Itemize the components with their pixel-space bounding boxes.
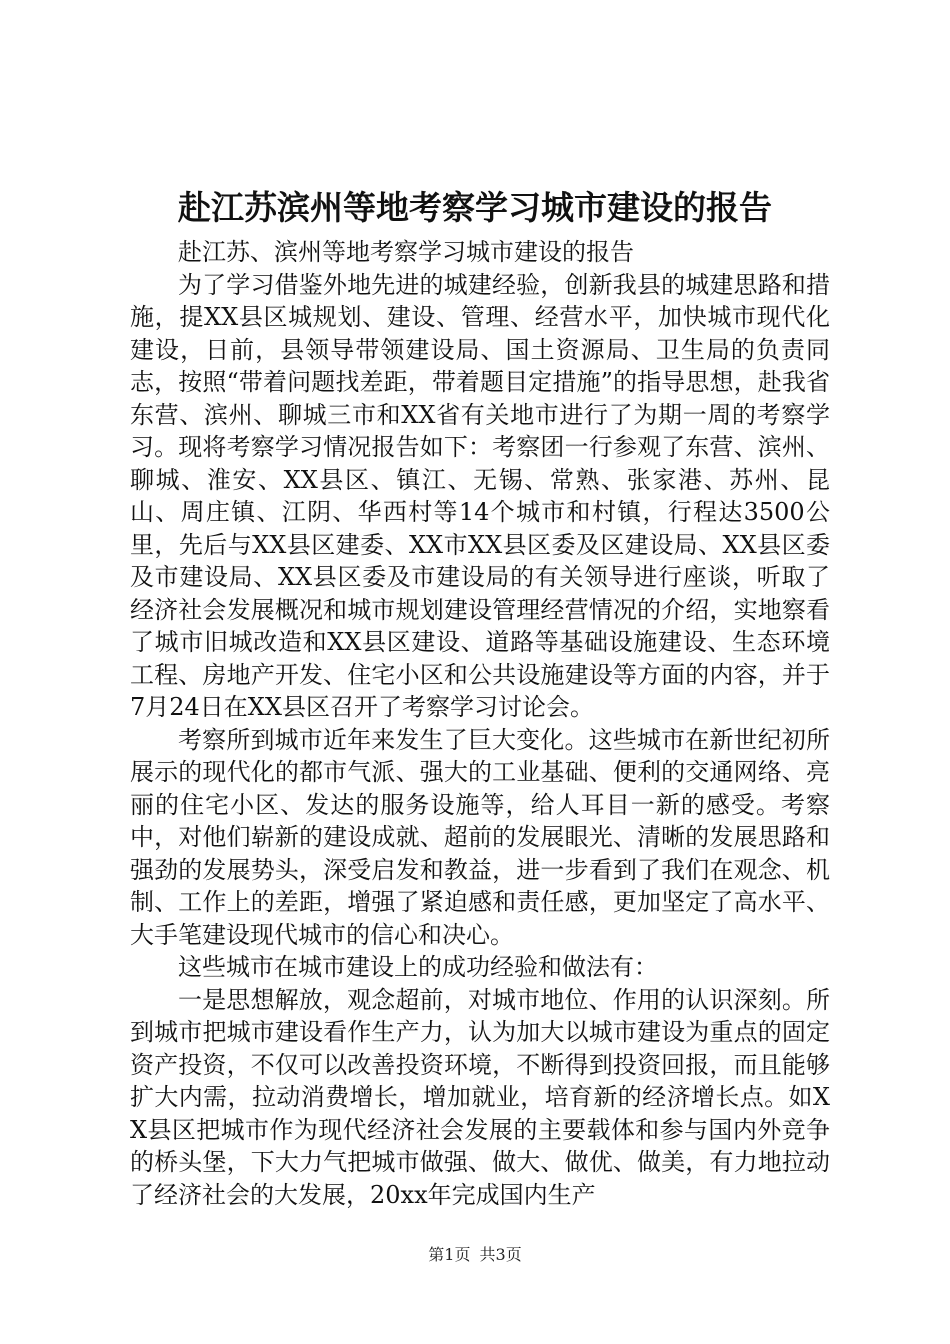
page-total: 共3页	[479, 1245, 522, 1264]
subtitle-paragraph: 赴江苏、滨州等地考察学习城市建设的报告	[178, 238, 634, 266]
experience-heading-paragraph: 这些城市在城市建设上的成功经验和做法有：	[178, 953, 658, 981]
document-body	[130, 236, 830, 1211]
page-footer	[0, 1244, 950, 1266]
point-one-paragraph: 一是思想解放，观念超前，对城市地位、作用的认识深刻。所到城市把城市建设看作生产力，认为加大以城市建设为重点的固定资产投资，不仅可以改善投资环境，不断得到投资回报，而且能够扩大内需，拉动消费增长，增加就业，培育新的经济增长点。如XX县区把城市作为现代经济社会发展的主要载体和参与国内外竞争的桥头堡，下大力气把城市做强、做大、做优、做美，有力地拉动了经济社会的大发展，20xx年完成国内生产	[130, 985, 830, 1209]
changes-paragraph: 考察所到城市近年来发生了巨大变化。这些城市在新世纪初所展示的现代化的都市气派、强大的工业基础、便利的交通网络、亮丽的住宅小区、发达的服务设施等，给人耳目一新的感受。考察中，对他们崭新的建设成就、超前的发展眼光、清晰的发展思路和强劲的发展势头，深受启发和教益，进一步看到了我们在观念、机制、工作上的差距，增强了紧迫感和责任感，更加坚定了高水平、大手笔建设现代城市的信心和决心。	[130, 725, 830, 949]
document-title: 赴江苏滨州等地考察学习城市建设的报告	[178, 188, 772, 227]
page-number: 第1页	[428, 1245, 471, 1264]
intro-paragraph: 为了学习借鉴外地先进的城建经验，创新我县的城建思路和措施，提XX县区城规划、建设、管理、经营水平，加快城市现代化建设，日前，县领导带领建设局、国土资源局、卫生局的负责同志，按照“带着问题找差距，带着题目定措施”的指导思想，赴我省东营、滨州、聊城三市和XX省有关地市进行了为期一周的考察学习。现将考察学习情况报告如下：考察团一行参观了东营、滨州、聊城、淮安、XX县区、镇江、无锡、常熟、张家港、苏州、昆山、周庄镇、江阴、华西村等14个城市和村镇，行程达3500公里，先后与XX县区建委、XX市XX县区委及区建设局、XX县区委及市建设局、XX县区委及市建设局的有关领导进行座谈，听取了经济社会发展概况和城市规划建设管理经营情况的介绍，实地察看了城市旧城改造和XX县区建设、道路等基础设施建设、生态环境工程、房地产开发、住宅小区和公共设施建设等方面的内容，并于7月24日在XX县区召开了考察学习讨论会。	[130, 270, 830, 721]
